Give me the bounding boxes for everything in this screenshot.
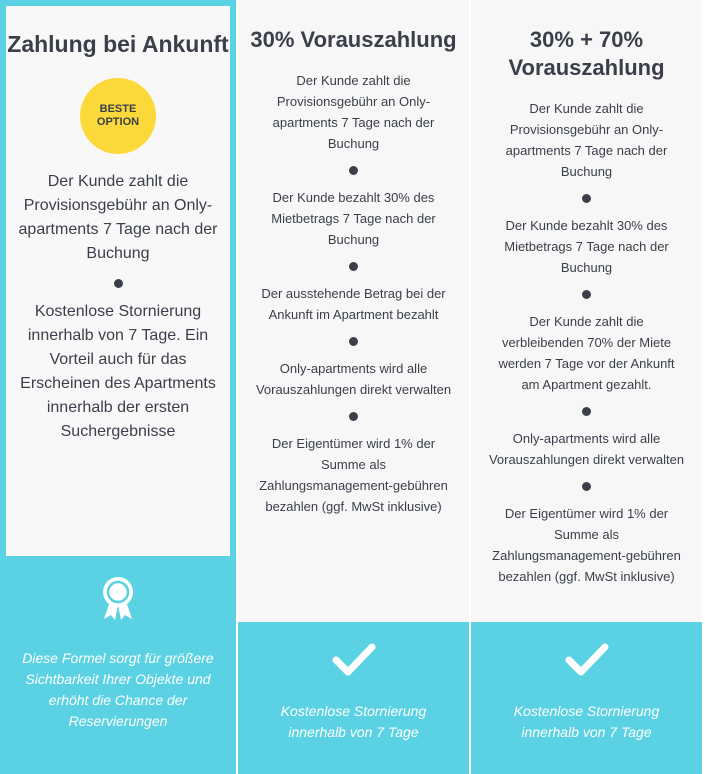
plan-footer [0,556,236,774]
plan-feature: Der Eigentümer wird 1% der Summe als Zahlungsmanagement-gebühren bezahlen (ggf. MwSt inklusive) [492,506,681,584]
plan-feature: Kostenlose Stornierung innerhalb von 7 Tage. Ein Vorteil auch für das Erscheinen des Apartments innerhalb der ersten Suchergebnisse [20,303,216,440]
plan-column-pay-on-arrival [0,0,236,774]
plan-feature: Der Kunde bezahlt 30% des Mietbetrags 7 Tage nach der Buchung [504,218,669,275]
plan-feature: Der Kunde zahlt die Provisionsgebühr an Only-apartments 7 Tage nach der Buchung [18,173,218,262]
plan-feature: Der Eigentümer wird 1% der Summe als Zahlungsmanagement-gebühren bezahlen (ggf. MwSt inklusive) [259,436,448,514]
best-option-badge [80,78,156,154]
plan-details-panel [0,0,236,556]
checkmark-icon [332,642,376,678]
plan-feature: Only-apartments wird alle Vorauszahlungen direkt verwalten [488,431,685,467]
plan-feature: Der Kunde zahlt die verbleibenden 70% der Miete werden 7 Tage vor der Ankunft am Apartment gezahlt. [498,314,675,392]
plan-column-30-prepayment [238,0,469,774]
plan-feature: Der Kunde zahlt die Provisionsgebühr an Only-apartments 7 Tage nach der Buchung [272,73,435,151]
plan-title: 30% + 70% Vorauszahlung [508,27,665,80]
bullet-dot-icon [582,194,591,203]
plan-details-panel [238,0,469,622]
bullet-dot-icon [582,482,591,491]
plan-footer-text: Kostenlose Stornierung innerhalb von 7 Tage [513,703,660,740]
bullet-dot-icon [582,407,591,416]
plan-footer-text: Kostenlose Stornierung innerhalb von 7 Tage [280,703,427,740]
plan-feature: Der Kunde zahlt die Provisionsgebühr an Only-apartments 7 Tage nach der Buchung [505,101,668,179]
plan-title: Zahlung bei Ankunft [7,31,229,57]
plan-title: 30% Vorauszahlung [250,27,457,52]
plan-footer [238,622,469,774]
plan-feature: Der ausstehende Betrag bei der Ankunft im Apartment bezahlt [261,286,446,322]
plan-footer-text: Diese Formel sorgt für größere Sichtbarkeit Ihrer Objekte und erhöht die Chance der Reservierungen [22,650,214,729]
bullet-dot-icon [349,412,358,421]
badge-line-1: BESTE [99,103,137,115]
award-ribbon-icon [98,575,138,621]
bullet-dot-icon [349,166,358,175]
bullet-dot-icon [114,279,123,288]
bullet-dot-icon [349,262,358,271]
plan-details-panel [471,0,702,622]
checkmark-icon [565,642,609,678]
bullet-dot-icon [349,337,358,346]
plan-column-30-70-prepayment [471,0,702,774]
plan-footer [471,622,702,774]
plan-feature: Only-apartments wird alle Vorauszahlungen direkt verwalten [255,361,452,397]
bullet-dot-icon [582,290,591,299]
badge-line-2: OPTION [96,116,140,128]
plan-feature: Der Kunde bezahlt 30% des Mietbetrags 7 Tage nach der Buchung [271,190,436,247]
